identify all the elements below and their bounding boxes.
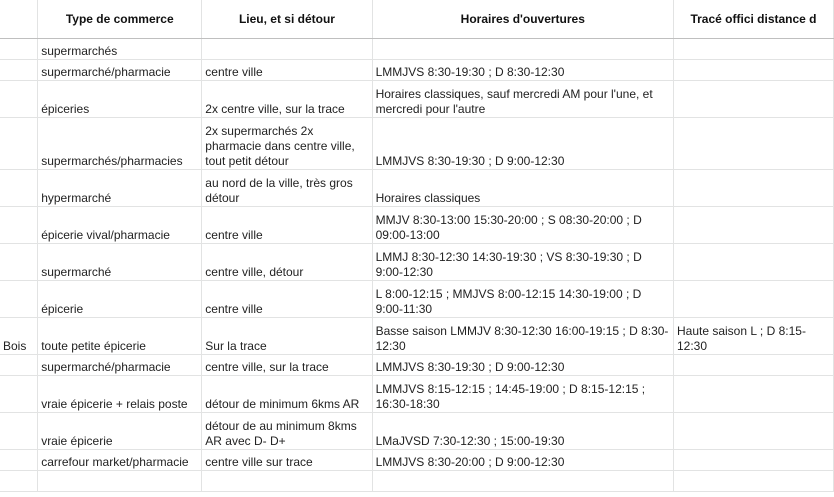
column-header-lieu[interactable]: Lieu, et si détour [202,0,372,39]
cell-col-a[interactable] [0,244,38,281]
cell-col-a[interactable] [0,281,38,318]
cell-trace[interactable] [673,413,833,450]
cell-trace[interactable] [673,281,833,318]
cell-horaires[interactable]: MMJV 8:30-13:00 15:30-20:00 ; S 08:30-20:00 ; D 09:00-13:00 [372,207,673,244]
cell-lieu[interactable]: centre ville, sur la trace [202,355,372,376]
cell-col-a[interactable] [0,376,38,413]
cell-type-commerce[interactable]: supermarché/pharmacie [38,60,202,81]
cell-type-commerce[interactable]: supermarchés [38,39,202,60]
cell-type-commerce[interactable]: supermarché/pharmacie [38,355,202,376]
cell-horaires[interactable]: LMMJ 8:30-12:30 14:30-19:30 ; VS 8:30-19:30 ; D 9:00-12:30 [372,244,673,281]
table-row [0,318,834,355]
cell-type-commerce[interactable]: épiceries [38,81,202,118]
cell-trace[interactable] [673,118,833,170]
cell-type-commerce[interactable]: hypermarché [38,170,202,207]
table-row [0,413,834,450]
cell-trace[interactable] [673,207,833,244]
cell-trace[interactable] [673,376,833,413]
cell-type-commerce[interactable]: vraie épicerie [38,413,202,450]
cell-col-a[interactable]: Bois [0,318,38,355]
cell-trace[interactable] [673,60,833,81]
cell-type-commerce[interactable]: supermarchés/pharmacies [38,118,202,170]
cell-col-a[interactable] [0,170,38,207]
cell-horaires[interactable]: LMMJVS 8:30-19:30 ; D 9:00-12:30 [372,118,673,170]
cell-lieu[interactable]: centre ville sur trace [202,450,372,471]
cell-lieu[interactable]: centre ville [202,207,372,244]
cell-lieu[interactable]: centre ville [202,60,372,81]
cell-lieu[interactable]: détour de au minimum 8kms AR avec D- D+ [202,413,372,450]
cell-col-a[interactable] [0,207,38,244]
cell-col-a[interactable] [0,81,38,118]
column-header-horaires[interactable]: Horaires d'ouvertures [372,0,673,39]
cell-trace[interactable] [673,39,833,60]
cell-col-a[interactable] [0,60,38,81]
column-header-trace[interactable]: Tracé offici distance d [673,0,833,39]
cell-horaires[interactable]: LMaJVSD 7:30-12:30 ; 15:00-19:30 [372,413,673,450]
cell-trace[interactable] [673,244,833,281]
cell-type-commerce[interactable]: toute petite épicerie [38,318,202,355]
cell-col-a[interactable] [0,450,38,471]
cell-horaires[interactable] [372,471,673,492]
cell-lieu[interactable]: centre ville, détour [202,244,372,281]
cell-horaires[interactable]: LMMJVS 8:15-12:15 ; 14:45-19:00 ; D 8:15-12:15 ; 16:30-18:30 [372,376,673,413]
cell-lieu[interactable]: détour de minimum 6kms AR [202,376,372,413]
cell-horaires[interactable]: L 8:00-12:15 ; MMJVS 8:00-12:15 14:30-19:00 ; D 9:00-11:30 [372,281,673,318]
table-row [0,471,834,492]
cell-type-commerce[interactable]: épicerie [38,281,202,318]
table-row [0,376,834,413]
cell-type-commerce[interactable]: épicerie vival/pharmacie [38,207,202,244]
cell-horaires[interactable]: Horaires classiques, sauf mercredi AM pour l'une, et mercredi pour l'autre [372,81,673,118]
cell-lieu[interactable]: centre ville [202,281,372,318]
cell-trace[interactable] [673,450,833,471]
cell-col-a[interactable] [0,355,38,376]
table-row [0,118,834,170]
table-row [0,281,834,318]
cell-lieu[interactable] [202,471,372,492]
cell-horaires[interactable]: Basse saison LMMJV 8:30-12:30 16:00-19:15 ; D 8:30-12:30 [372,318,673,355]
table-row [0,60,834,81]
cell-type-commerce[interactable]: carrefour market/pharmacie [38,450,202,471]
table-row [0,450,834,471]
column-header-cell[interactable] [0,0,38,39]
cell-col-a[interactable] [0,471,38,492]
cell-type-commerce[interactable]: supermarché [38,244,202,281]
cell-lieu[interactable] [202,39,372,60]
cell-trace[interactable] [673,471,833,492]
cell-col-a[interactable] [0,413,38,450]
cell-lieu[interactable]: 2x centre ville, sur la trace [202,81,372,118]
table-row [0,170,834,207]
cell-horaires[interactable] [372,39,673,60]
cell-trace[interactable] [673,170,833,207]
table-row [0,207,834,244]
cell-type-commerce[interactable]: vraie épicerie + relais poste [38,376,202,413]
table-row [0,39,834,60]
cell-lieu[interactable]: au nord de la ville, très gros détour [202,170,372,207]
column-header-type[interactable]: Type de commerce [38,0,202,39]
table-row [0,355,834,376]
cell-lieu[interactable]: Sur la trace [202,318,372,355]
cell-col-a[interactable] [0,118,38,170]
cell-lieu[interactable]: 2x supermarchés 2x pharmacie dans centre ville, tout petit détour [202,118,372,170]
header-row [0,0,834,39]
cell-trace[interactable] [673,81,833,118]
cell-type-commerce[interactable] [38,471,202,492]
cell-horaires[interactable]: LMMJVS 8:30-20:00 ; D 9:00-12:30 [372,450,673,471]
cell-horaires[interactable]: LMMJVS 8:30-19:30 ; D 8:30-12:30 [372,60,673,81]
cell-horaires[interactable]: Horaires classiques [372,170,673,207]
table-row [0,81,834,118]
cell-horaires[interactable]: LMMJVS 8:30-19:30 ; D 9:00-12:30 [372,355,673,376]
table-row [0,244,834,281]
cell-trace[interactable]: Haute saison L ; D 8:15-12:30 [673,318,833,355]
cell-col-a[interactable] [0,39,38,60]
cell-trace[interactable] [673,355,833,376]
